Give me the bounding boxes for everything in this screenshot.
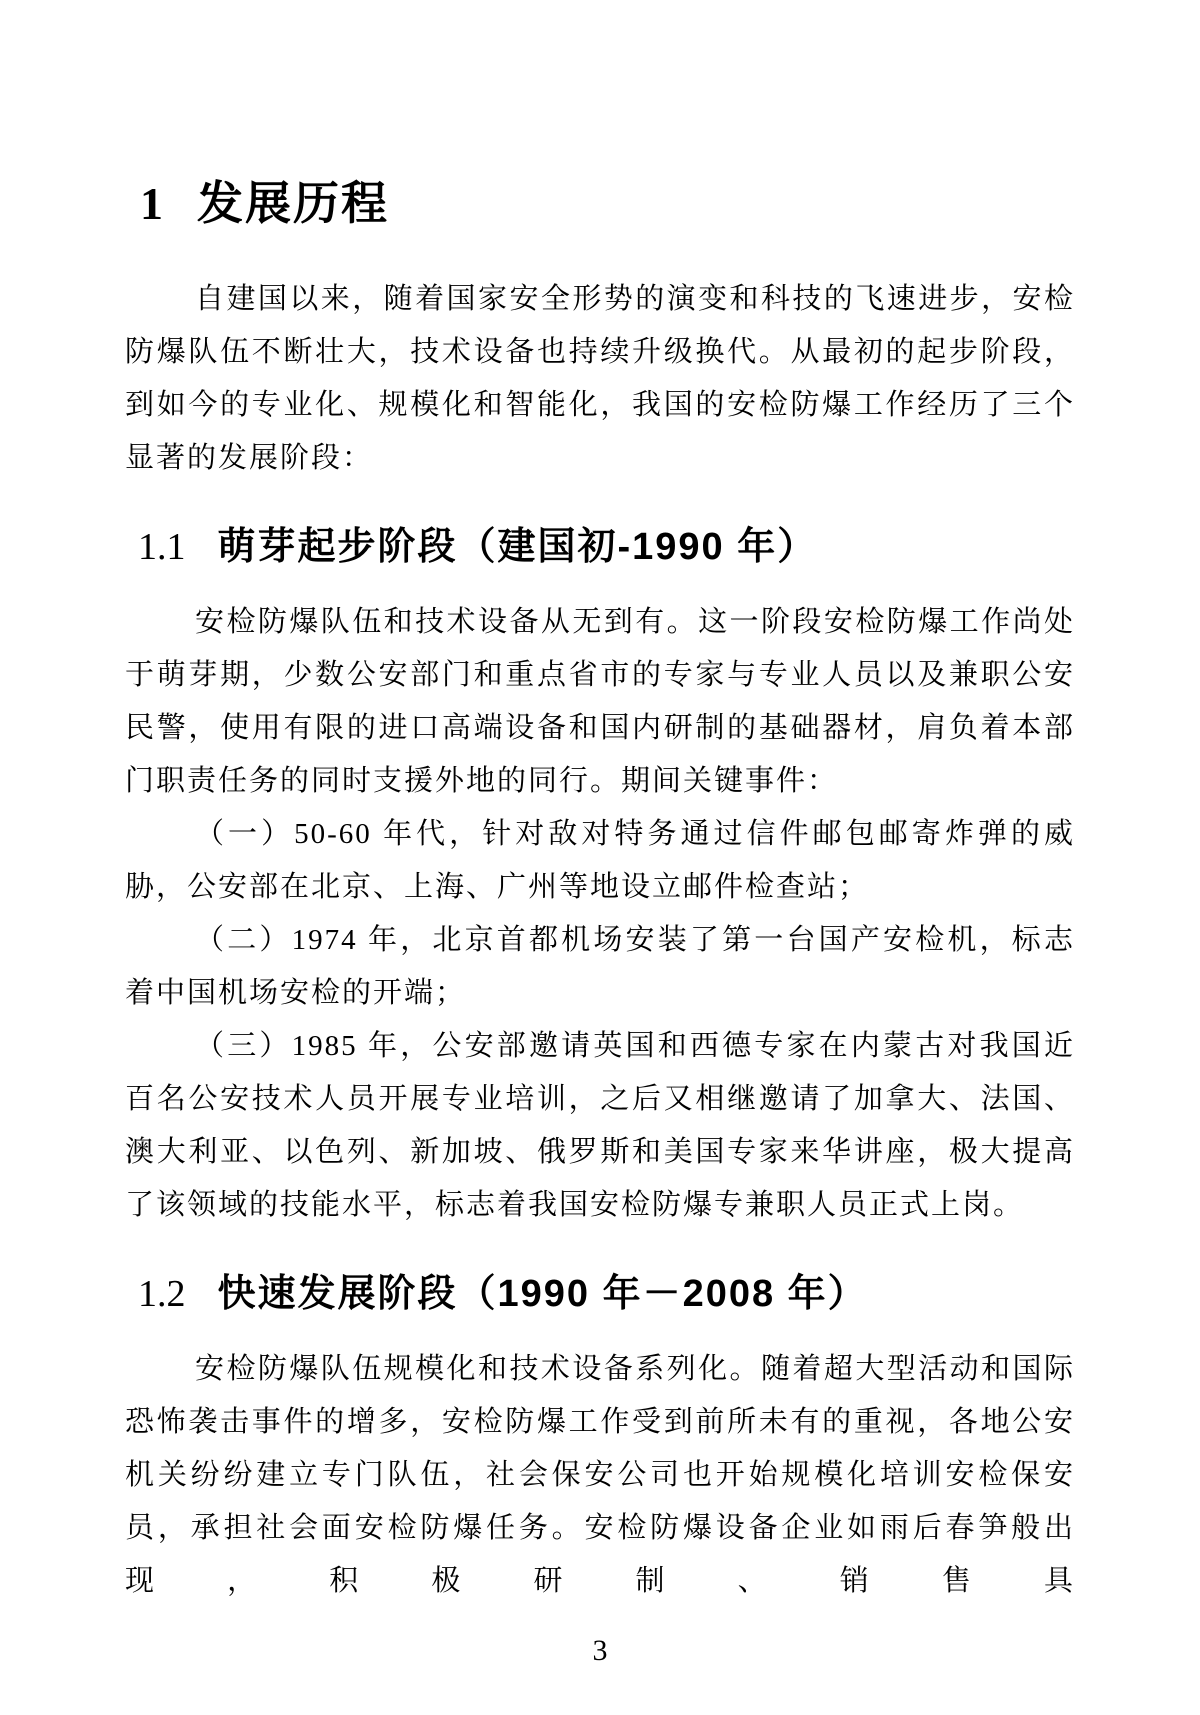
section-number: 1.1 bbox=[138, 526, 186, 568]
section-number: 1.2 bbox=[138, 1273, 186, 1315]
paragraph: 安检防爆队伍规模化和技术设备系列化。随着超大型活动和国际恐怖袭击事件的增多，安检防爆工作受到前所未有的重视，各地公安机关纷纷建立专门队伍，社会保安公司也开始规模化培训安检保安员，承担社会面安检防爆任务。安检防爆设备企业如雨后春笋般出现，积极研制、销售具 bbox=[125, 1353, 1075, 1597]
paragraph: （三）1985 年，公安部邀请英国和西德专家在内蒙古对我国近百名公安技术人员开展专业培训，之后又相继邀请了加拿大、法国、澳大利亚、以色列、新加坡、俄罗斯和美国专家来华讲座，极大提高了该领域的技能水平，标志着我国安检防爆专兼职人员正式上岗。 bbox=[125, 1030, 1075, 1221]
intro-paragraph: 自建国以来，随着国家安全形势的演变和科技的飞速进步，安检防爆队伍不断壮大，技术设备也持续升级换代。从最初的起步阶段，到如今的专业化、规模化和智能化，我国的安检防爆工作经历了三个显著的发展阶段： bbox=[125, 283, 1075, 474]
chapter-number: 1 bbox=[140, 178, 163, 229]
paragraph: （二）1974 年，北京首都机场安装了第一台国产安检机，标志着中国机场安检的开端； bbox=[125, 924, 1075, 1009]
chapter-heading bbox=[125, 172, 1075, 236]
paragraph: （一）50-60 年代，针对敌对特务通过信件邮包邮寄炸弹的威胁，公安部在北京、上海、广州等地设立邮件检查站； bbox=[125, 818, 1075, 903]
section-title: 萌芽起步阶段（建国初-1990 年） bbox=[217, 526, 818, 568]
page-number: 3 bbox=[592, 1634, 608, 1667]
chapter-title: 发展历程 bbox=[197, 178, 389, 229]
paragraph: 安检防爆队伍和技术设备从无到有。这一阶段安检防爆工作尚处于萌芽期，少数公安部门和重点省市的专家与专业人员以及兼职公安民警，使用有限的进口高端设备和国内研制的基础器材，肩负着本部门职责任务的同时支援外地的同行。期间关键事件： bbox=[125, 606, 1075, 797]
section-heading-1-1 bbox=[125, 521, 1075, 573]
section-heading-1-2 bbox=[125, 1268, 1075, 1320]
section-title: 快速发展阶段（1990 年－2008 年） bbox=[217, 1273, 868, 1315]
